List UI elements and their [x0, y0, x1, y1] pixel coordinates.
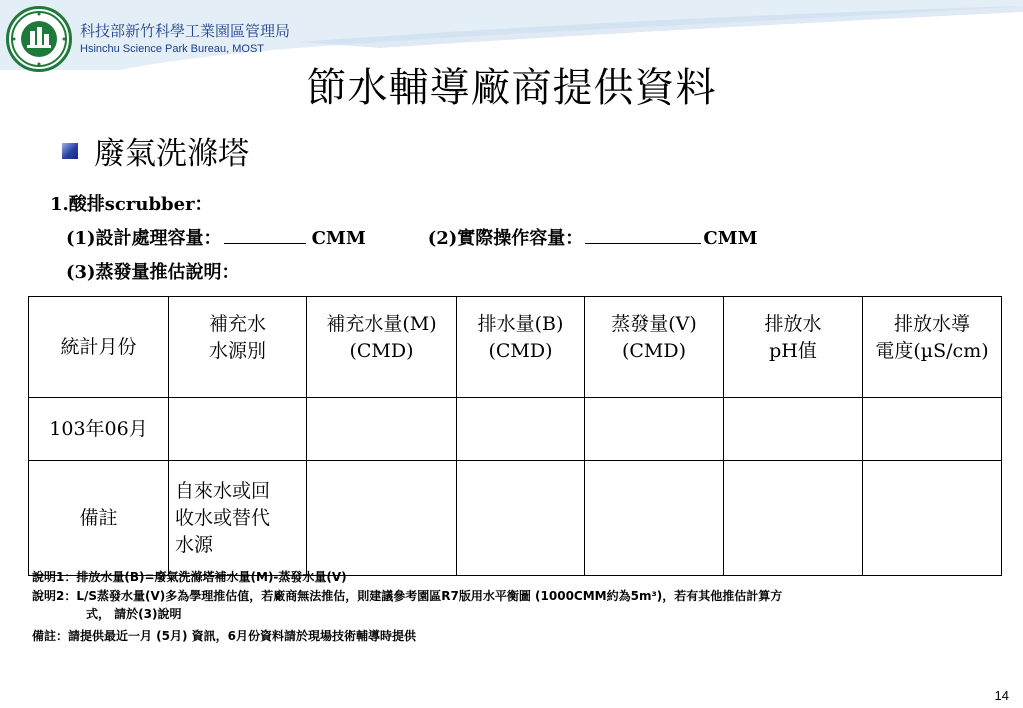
- capacity-line: [66, 224, 758, 250]
- question-scrubber: 1.酸排scrubber：: [50, 194, 213, 215]
- month-cell: 103年06月: [29, 398, 169, 461]
- table-row: [29, 461, 1002, 576]
- actual-capacity-blank[interactable]: [585, 227, 701, 244]
- header-conductivity: 排放水導 電度(µS/cm): [863, 297, 1002, 398]
- header-makeup-volume: 補充水量(M) (CMD): [307, 297, 457, 398]
- empty-cell[interactable]: [307, 461, 457, 576]
- org-name-english: Hsinchu Science Park Bureau, MOST: [80, 43, 265, 55]
- empty-cell[interactable]: [457, 398, 585, 461]
- note-2-continued: 式， 請於(3)說明: [86, 607, 182, 621]
- note-label-cell: 備註: [29, 461, 169, 576]
- actual-capacity-label: (2)實際操作容量：: [427, 228, 584, 249]
- actual-capacity-unit: CMM: [703, 228, 758, 249]
- page-number: 14: [994, 688, 1009, 703]
- square-bullet-icon: [62, 143, 78, 159]
- remark: 備註：請提供最近一月 (5月) 資訊，6月份資料請於現場技術輔導時提供: [32, 629, 417, 643]
- page-title: 節水輔導廠商提供資料: [306, 65, 717, 111]
- evaporation-estimate-label: (3)蒸發量推估說明：: [66, 262, 240, 283]
- empty-cell[interactable]: [724, 461, 863, 576]
- note-value-cell: 自來水或回 收水或替代 水源: [169, 461, 307, 576]
- design-capacity-blank[interactable]: [224, 227, 306, 244]
- header-evaporation: 蒸發量(V) (CMD): [585, 297, 724, 398]
- note-1: 說明1：排放水量(B)=廢氣洗滌塔補水量(M)-蒸發水量(V): [32, 570, 347, 584]
- empty-cell[interactable]: [169, 398, 307, 461]
- empty-cell[interactable]: [585, 461, 724, 576]
- empty-cell[interactable]: [307, 398, 457, 461]
- empty-cell[interactable]: [724, 398, 863, 461]
- empty-cell[interactable]: [585, 398, 724, 461]
- design-capacity-label: (1)設計處理容量：: [66, 228, 222, 249]
- header-discharge-volume: 排水量(B) (CMD): [457, 297, 585, 398]
- empty-cell[interactable]: [457, 461, 585, 576]
- empty-cell[interactable]: [863, 398, 1002, 461]
- water-data-table: [28, 296, 1002, 576]
- empty-cell[interactable]: [863, 461, 1002, 576]
- note-2: 說明2：L/S蒸發水量(V)多為學理推估值，若廠商無法推估，則建議參考園區R7版用水平衡圖 (1000CMM約為5m³)，若有其他推估計算方: [32, 589, 783, 603]
- header-water-source: 補充水 水源別: [169, 297, 307, 398]
- table-row: [29, 398, 1002, 461]
- org-name-chinese: 科技部新竹科學工業園區管理局: [80, 22, 291, 40]
- section-heading: [62, 128, 249, 173]
- header-ph: 排放水 pH值: [724, 297, 863, 398]
- header-month: 統計月份: [29, 297, 169, 398]
- table-header-row: [29, 297, 1002, 398]
- design-capacity-unit: CMM: [311, 228, 366, 249]
- section-heading-text: 廢氣洗滌塔: [94, 136, 249, 172]
